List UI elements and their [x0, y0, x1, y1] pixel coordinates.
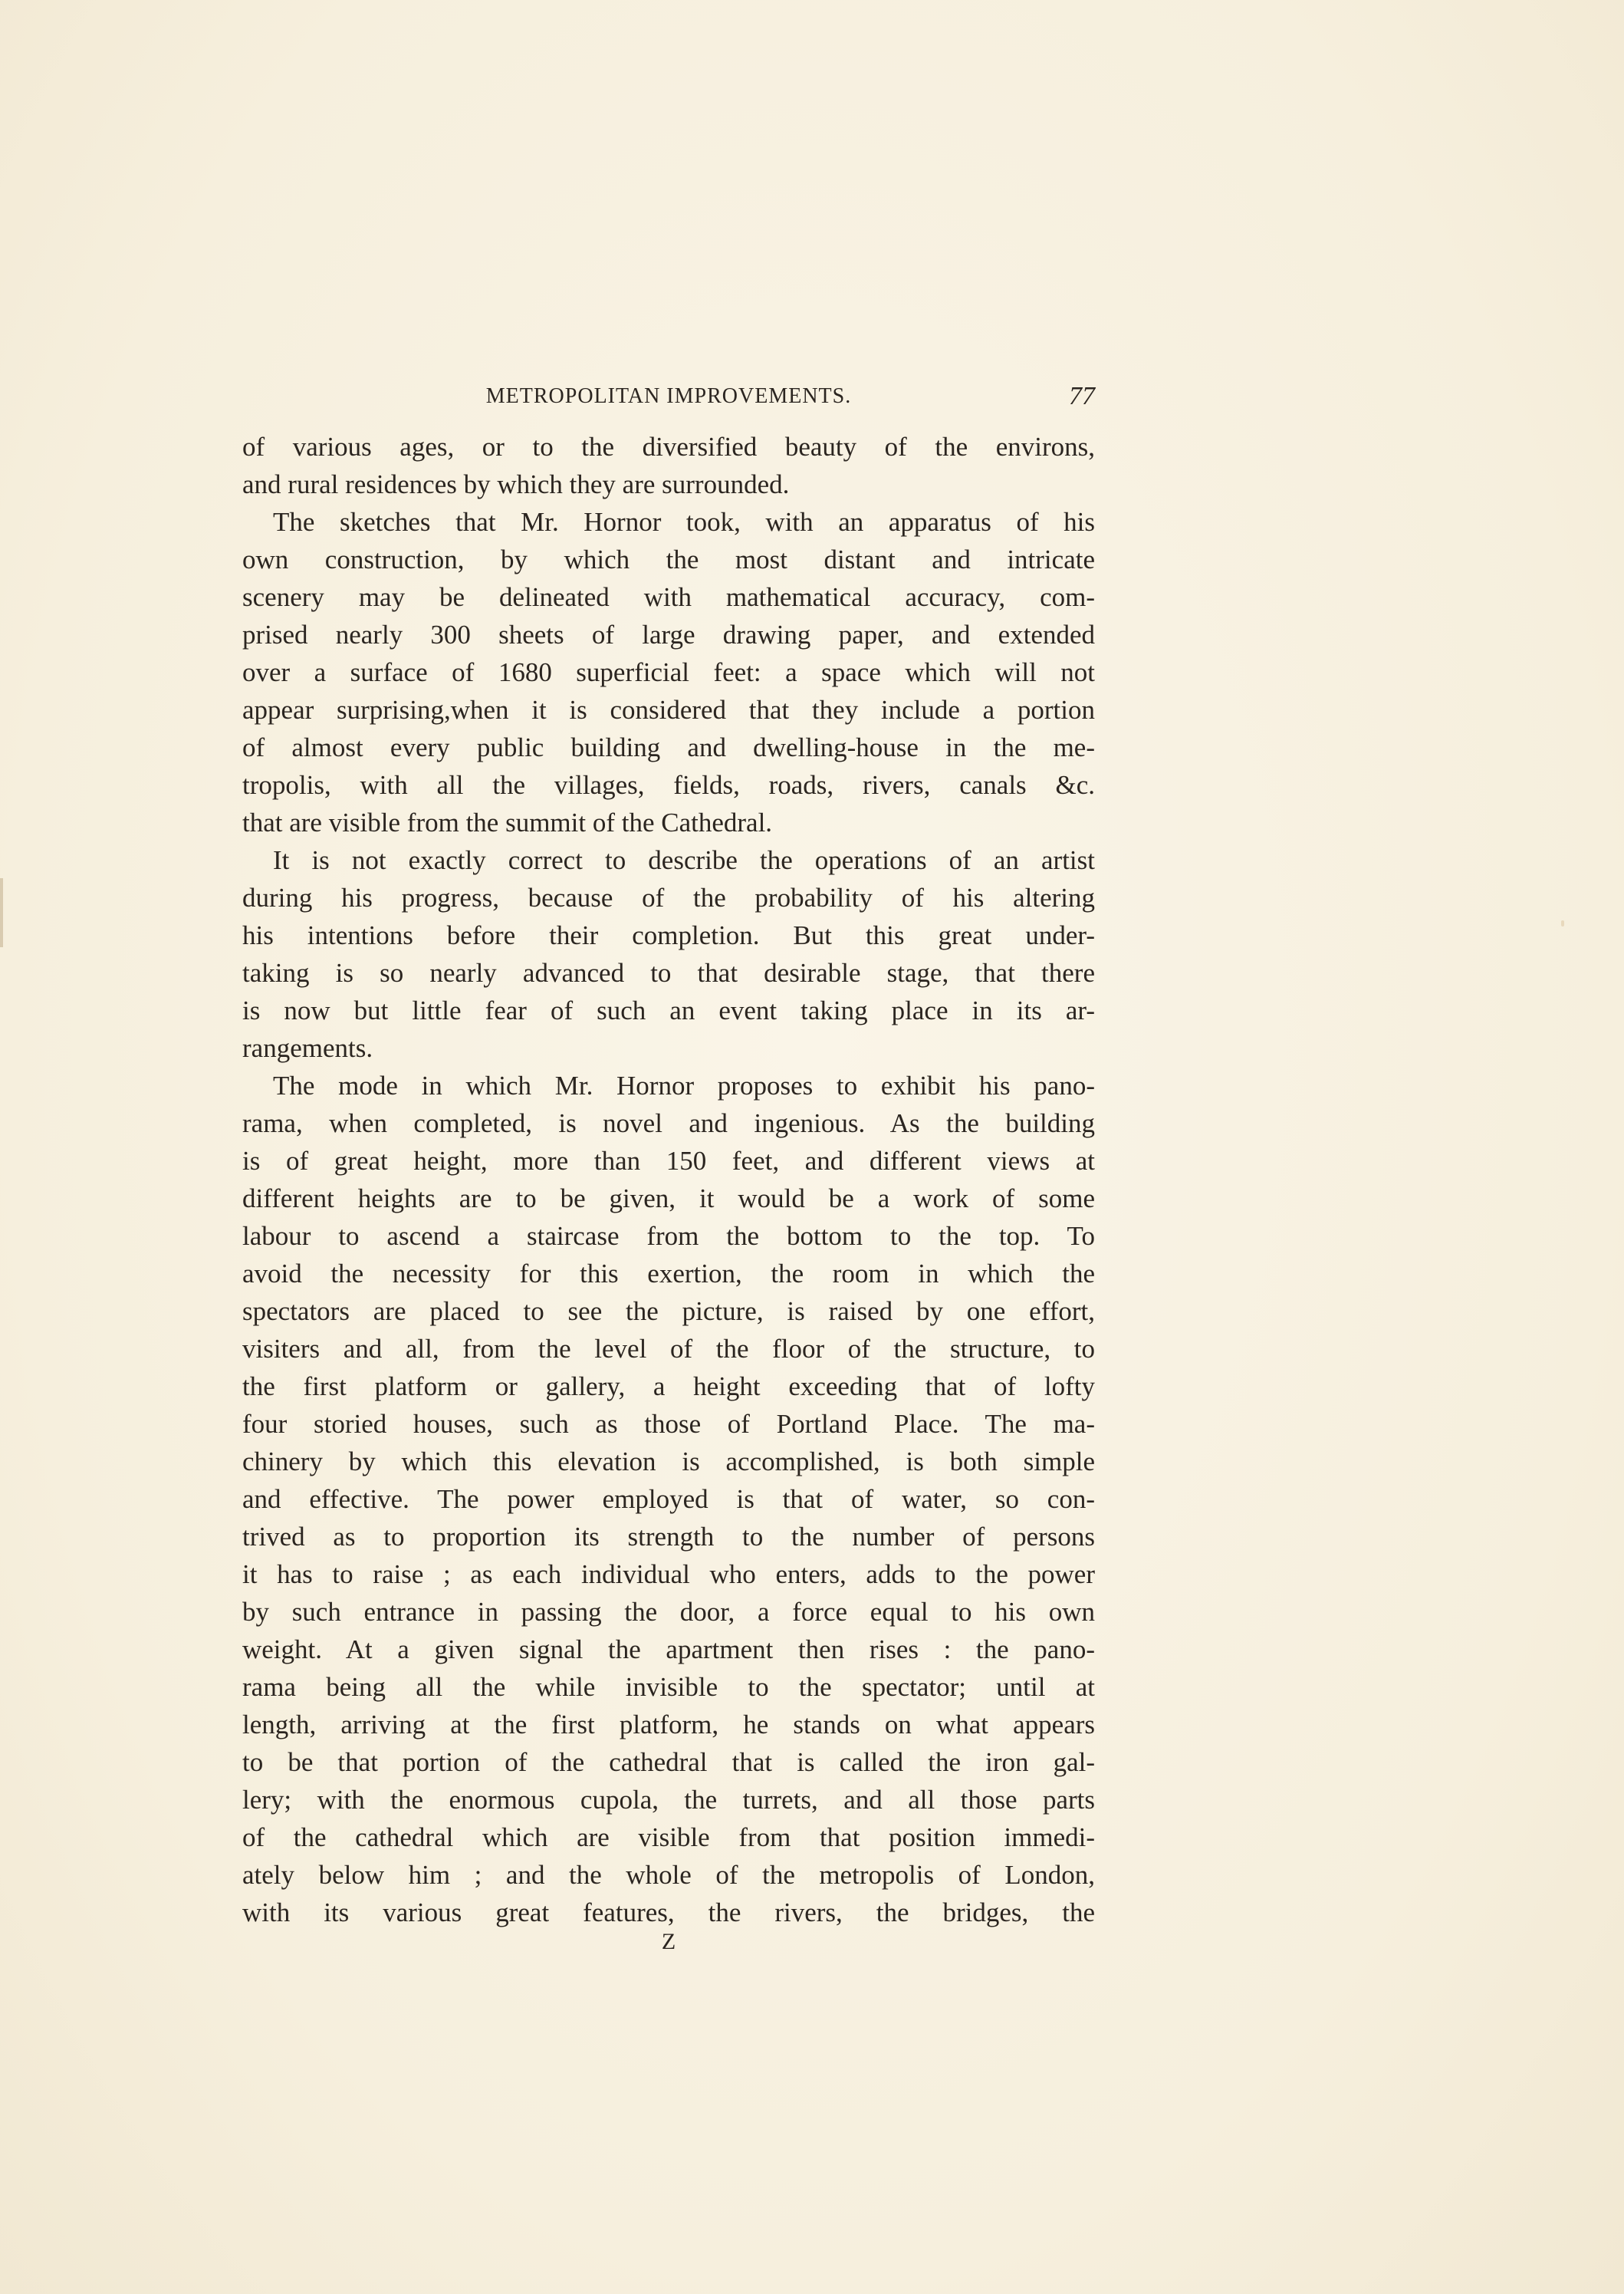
- text-line: weight. At a given signal the apartment then rises : the pano-: [242, 1634, 1095, 1664]
- text-line: of almost every public building and dwelling-house in the me-: [242, 732, 1095, 762]
- text-line: rama, when completed, is novel and ingenious. As the building: [242, 1108, 1095, 1138]
- text-line: taking is so nearly advanced to that desirable stage, that there: [242, 958, 1095, 988]
- text-line: visiters and all, from the level of the floor of the structure, to: [242, 1334, 1095, 1364]
- text-line: own construction, by which the most distant and intricate: [242, 545, 1095, 574]
- text-line: chinery by which this elevation is accomplished, is both simple: [242, 1447, 1095, 1476]
- text-line: spectators are placed to see the picture, is raised by one effort,: [242, 1296, 1095, 1326]
- running-head: [242, 377, 1095, 416]
- text-line: that are visible from the summit of the Cathedral.: [242, 808, 773, 838]
- text-line: appear surprising,when it is considered that they include a portion: [242, 695, 1095, 725]
- text-line: is of great height, more than 150 feet, and different views at: [242, 1146, 1095, 1176]
- text-line: It is not exactly correct to describe the operations of an artist: [273, 845, 1095, 875]
- text-line: scenery may be delineated with mathematical accuracy, com-: [242, 582, 1095, 612]
- text-line: avoid the necessity for this exertion, the room in which the: [242, 1259, 1095, 1289]
- signature-mark: Z: [661, 1929, 676, 1954]
- page-number: 77: [1069, 382, 1095, 410]
- text-line: over a surface of 1680 superficial feet: a space which will not: [242, 657, 1095, 687]
- text-line: during his progress, because of the probability of his altering: [242, 883, 1095, 913]
- text-line: length, arriving at the first platform, he stands on what appears: [242, 1710, 1095, 1739]
- text-line: prised nearly 300 sheets of large drawing paper, and extended: [242, 620, 1095, 650]
- text-line: four storied houses, such as those of Portland Place. The ma-: [242, 1409, 1095, 1439]
- running-title: METROPOLITAN IMPROVEMENTS.: [485, 384, 852, 408]
- text-line: rangements.: [242, 1033, 373, 1063]
- text-line: of various ages, or to the diversified beauty of the environs,: [242, 432, 1095, 462]
- text-line: with its various great features, the rivers, the bridges, the: [242, 1897, 1095, 1927]
- text-line: ately below him ; and the whole of the metropolis of London,: [242, 1860, 1095, 1890]
- text-line: by such entrance in passing the door, a force equal to his own: [242, 1597, 1095, 1627]
- text-line: labour to ascend a staircase from the bottom to the top. To: [242, 1221, 1095, 1251]
- text-line: it has to raise ; as each individual who enters, adds to the power: [242, 1559, 1095, 1589]
- text-line: The mode in which Mr. Hornor proposes to exhibit his pano-: [273, 1071, 1095, 1101]
- text-line: and rural residences by which they are surrounded.: [242, 469, 790, 499]
- text-line: the first platform or gallery, a height exceeding that of lofty: [242, 1371, 1095, 1401]
- body-text: [242, 428, 1095, 1931]
- text-line: The sketches that Mr. Hornor took, with an apparatus of his: [273, 507, 1095, 537]
- page-edge-shadow: [0, 878, 3, 947]
- text-line: and effective. The power employed is that of water, so con-: [242, 1484, 1095, 1514]
- text-line: his intentions before their completion. But this great under-: [242, 920, 1095, 950]
- text-line: of the cathedral which are visible from that position immedi-: [242, 1822, 1095, 1852]
- text-line: trived as to proportion its strength to the number of persons: [242, 1522, 1095, 1552]
- text-line: lery; with the enormous cupola, the turrets, and all those parts: [242, 1785, 1095, 1815]
- text-line: tropolis, with all the villages, fields, roads, rivers, canals &c.: [242, 770, 1095, 800]
- text-line: is now but little fear of such an event taking place in its ar-: [242, 996, 1095, 1025]
- paper-blemish: [1561, 920, 1564, 926]
- text-line: rama being all the while invisible to the spectator; until at: [242, 1672, 1095, 1702]
- text-line: to be that portion of the cathedral that is called the iron gal-: [242, 1747, 1095, 1777]
- text-line: different heights are to be given, it would be a work of some: [242, 1183, 1095, 1213]
